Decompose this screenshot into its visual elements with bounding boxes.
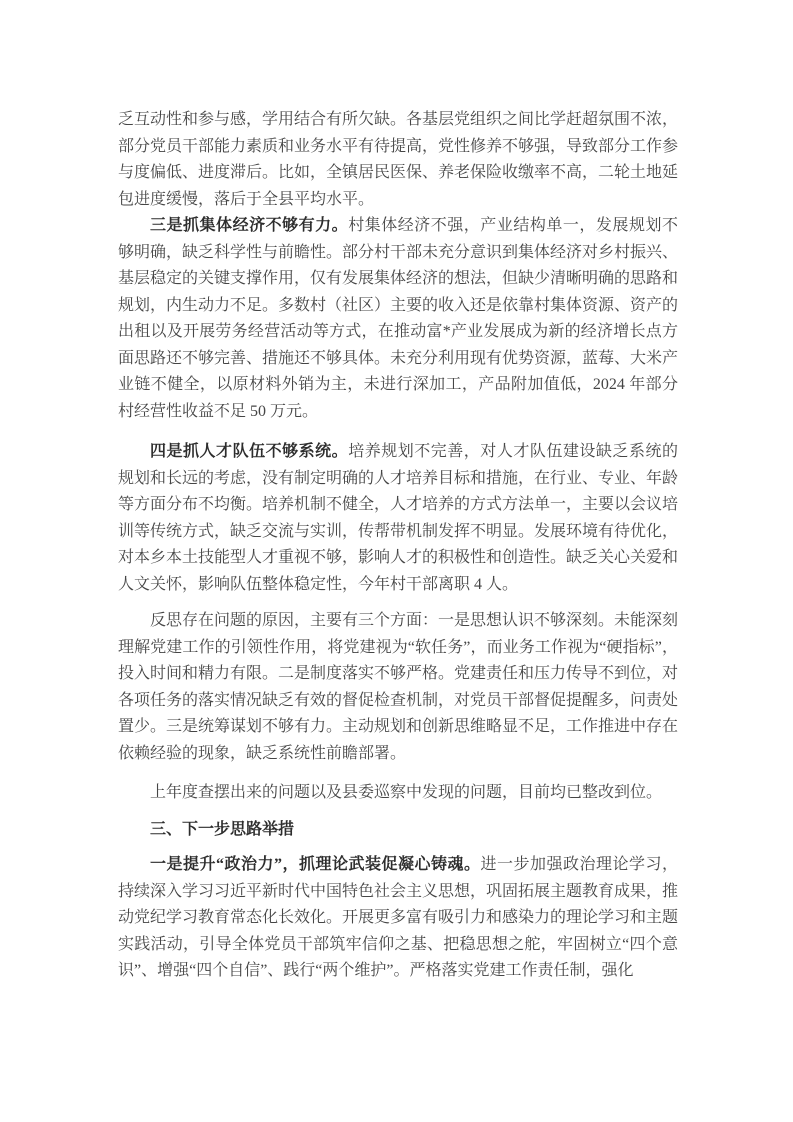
- paragraph-text: 上年度查摆出来的问题以及县委巡察中发现的问题，目前均已整改到位。: [150, 784, 663, 801]
- paragraph-political-strength: [118, 852, 678, 985]
- heading-text: 三、下一步思路举措: [150, 820, 295, 838]
- paragraph-text: 培养规划不完善，对人才队伍建设缺乏系统的规划和长远的考虑，没有制定明确的人才培养目标和措施，在行业、专业、年龄等方面分布不均衡。培养机制不健全，人才培养的方式方法单一，主要以会议培训等传统方式，缺乏交流与实训，传帮带机制发挥不明显。发展环境有待优化，对本乡本土技能型人才重视不够，影响人才的积极性和创造性。缺乏关心关爱和人文关怀，影响队伍整体稳定性，今年村干部离职 4 人。: [118, 443, 679, 593]
- paragraph-text: 乏互动性和参与感，学用结合有所欠缺。各基层党组织之间比学赶超氛围不浓，部分党员干部能力素质和业务水平有待提高，党性修养不够强，导致部分工作参与度偏低、进度滞后。比如，全镇居民医保、养老保险收缴率不高，二轮土地延包进度缓慢，落后于全县平均水平。: [118, 111, 679, 208]
- paragraph-text: 反思存在问题的原因，主要有三个方面：一是思想认识不够深刻。未能深刻理解党建工作的引领性作用，将党建视为“软任务”，而业务工作视为“硬指标”，投入时间和精力有限。二是制度落实不够严格。党建责任和压力传导不到位，对各项任务的落实情况缺乏有效的督促检查机制，对党员干部督促提醒多，问责处置少。三是统筹谋划不够有力。主动规划和创新思维略显不足，工作推进中存在依赖经验的现象，缺乏系统性前瞻部署。: [118, 612, 679, 762]
- document-body: [118, 107, 678, 985]
- paragraph-lead: 四是抓人才队伍不够系统。: [150, 443, 349, 460]
- paragraph-continuation: [118, 107, 678, 213]
- paragraph-text: 进一步加强政治理论学习，持续深入学习习近平新时代中国特色社会主义思想，巩固拓展主题教育成果，推动党纪学习教育常态化长效化。开展更多富有吸引力和感染力的理论学习和主题实践活动，引导全体党员干部筑牢信仰之基、把稳思想之舵，牢固树立“四个意识”、增强“四个自信”、践行“两个维护”。严格落实党建工作责任制，强化: [118, 856, 679, 979]
- paragraph-rectification: [118, 780, 678, 807]
- section-heading-next-steps: [118, 817, 678, 844]
- paragraph-talent-team: [118, 439, 678, 598]
- paragraph-collective-economy: [118, 213, 678, 425]
- paragraph-problem-causes: [118, 608, 678, 767]
- paragraph-lead: 一是提升“政治力”，抓理论武装促凝心铸魂。: [150, 856, 481, 873]
- paragraph-lead: 三是抓集体经济不够有力。: [150, 217, 349, 234]
- paragraph-text: 村集体经济不强，产业结构单一，发展规划不够明确，缺乏科学性与前瞻性。部分村干部未充分意识到集体经济对乡村振兴、基层稳定的关键支撑作用，仅有发展集体经济的想法，但缺少清晰明确的思路和规划，内生动力不足。多数村（社区）主要的收入还是依靠村集体资源、资产的出租以及开展劳务经营活动等方式，在推动富*产业发展成为新的经济增长点方面思路还不够完善、措施还不够具体。未充分利用现有优势资源，蓝莓、大米产业链不健全，以原材料外销为主，未进行深加工，产品附加值低，2024 年部分村经营性收益不足 50 万元。: [118, 217, 679, 420]
